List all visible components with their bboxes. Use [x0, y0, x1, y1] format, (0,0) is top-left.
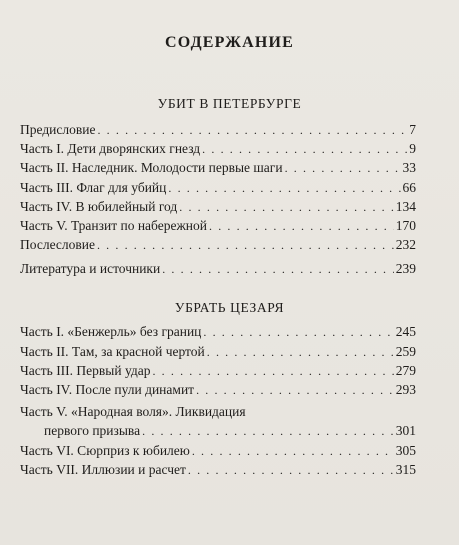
entry-page-number: 279	[395, 363, 416, 378]
toc-entry	[20, 361, 416, 380]
entry-label: Часть III. Первый удар	[20, 363, 151, 378]
section-title: УБИТ В ПЕТЕРБУРГЕ	[157, 96, 302, 111]
dot-leader	[285, 159, 401, 178]
entry-page-number: 301	[395, 423, 416, 438]
entry-page-number: 9	[409, 141, 416, 156]
toc-entry	[20, 158, 416, 177]
toc-entry	[20, 380, 416, 399]
entry-label: Литература и источники	[20, 261, 161, 276]
dot-leader	[188, 461, 394, 480]
toc-entry	[20, 342, 416, 361]
dot-leader	[207, 343, 394, 362]
dot-leader	[97, 236, 394, 255]
entry-label-continued	[20, 421, 416, 441]
entry-page-number: 66	[402, 180, 416, 195]
dot-leader	[202, 140, 407, 159]
toc-entry	[20, 120, 416, 139]
entry-label: Послесловие	[20, 237, 95, 252]
toc-entry	[20, 139, 416, 158]
toc-entry	[20, 441, 416, 460]
dot-leader	[152, 362, 393, 381]
entry-page-number: 293	[395, 382, 416, 397]
entry-page-number: 33	[402, 160, 416, 175]
entry-label-line2: первого призыва	[44, 423, 141, 438]
dot-leader	[97, 121, 407, 140]
entry-label: Предисловие	[20, 122, 96, 137]
entry-label: Часть IV. В юбилейный год	[20, 199, 178, 214]
dot-leader	[196, 381, 394, 400]
entry-label: Часть V. «Народная воля». Ликвидация	[20, 404, 246, 419]
dot-leader	[209, 217, 394, 236]
toc-entry	[20, 402, 416, 441]
toc-entry	[20, 259, 416, 278]
entry-page-number: 259	[395, 344, 416, 359]
entry-page-number: 245	[395, 324, 416, 339]
dot-leader	[192, 442, 394, 461]
toc-entry	[20, 197, 416, 216]
toc-entry	[20, 216, 416, 235]
section-title: УБРАТЬ ЦЕЗАРЯ	[174, 300, 285, 315]
dot-leader	[142, 422, 394, 441]
entry-label: Часть IV. После пули динамит	[20, 382, 195, 397]
toc-title: СОДЕРЖАНИЕ	[164, 34, 295, 51]
entry-page-number: 305	[395, 443, 416, 458]
entry-page-number: 315	[395, 462, 416, 477]
dot-leader	[203, 323, 393, 342]
dot-leader	[168, 179, 400, 198]
toc-entry	[20, 235, 416, 254]
entry-label: Часть VI. Сюрприз к юбилею	[20, 443, 190, 458]
entry-label: Часть I. Дети дворянских гнезд	[20, 141, 201, 156]
entry-label: Часть V. Транзит по набережной	[20, 218, 207, 233]
entry-page-number: 7	[409, 122, 416, 137]
toc-entry	[20, 178, 416, 197]
toc-entry	[20, 460, 416, 479]
entry-page-number: 232	[395, 237, 416, 252]
entry-label: Часть III. Флаг для убийц	[20, 180, 167, 195]
entry-label: Часть II. Наследник. Молодости первые шаги	[20, 160, 283, 175]
entry-page-number: 170	[395, 218, 416, 233]
dot-leader	[179, 198, 393, 217]
entry-page-number: 134	[395, 199, 416, 214]
entry-page-number: 239	[395, 261, 416, 276]
toc-entry	[20, 322, 416, 341]
dot-leader	[162, 260, 394, 279]
entry-label: Часть I. «Бенжерль» без границ	[20, 324, 202, 339]
entry-label: Часть VII. Иллюзии и расчет	[20, 462, 186, 477]
entry-label: Часть II. Там, за красной чертой	[20, 344, 205, 359]
